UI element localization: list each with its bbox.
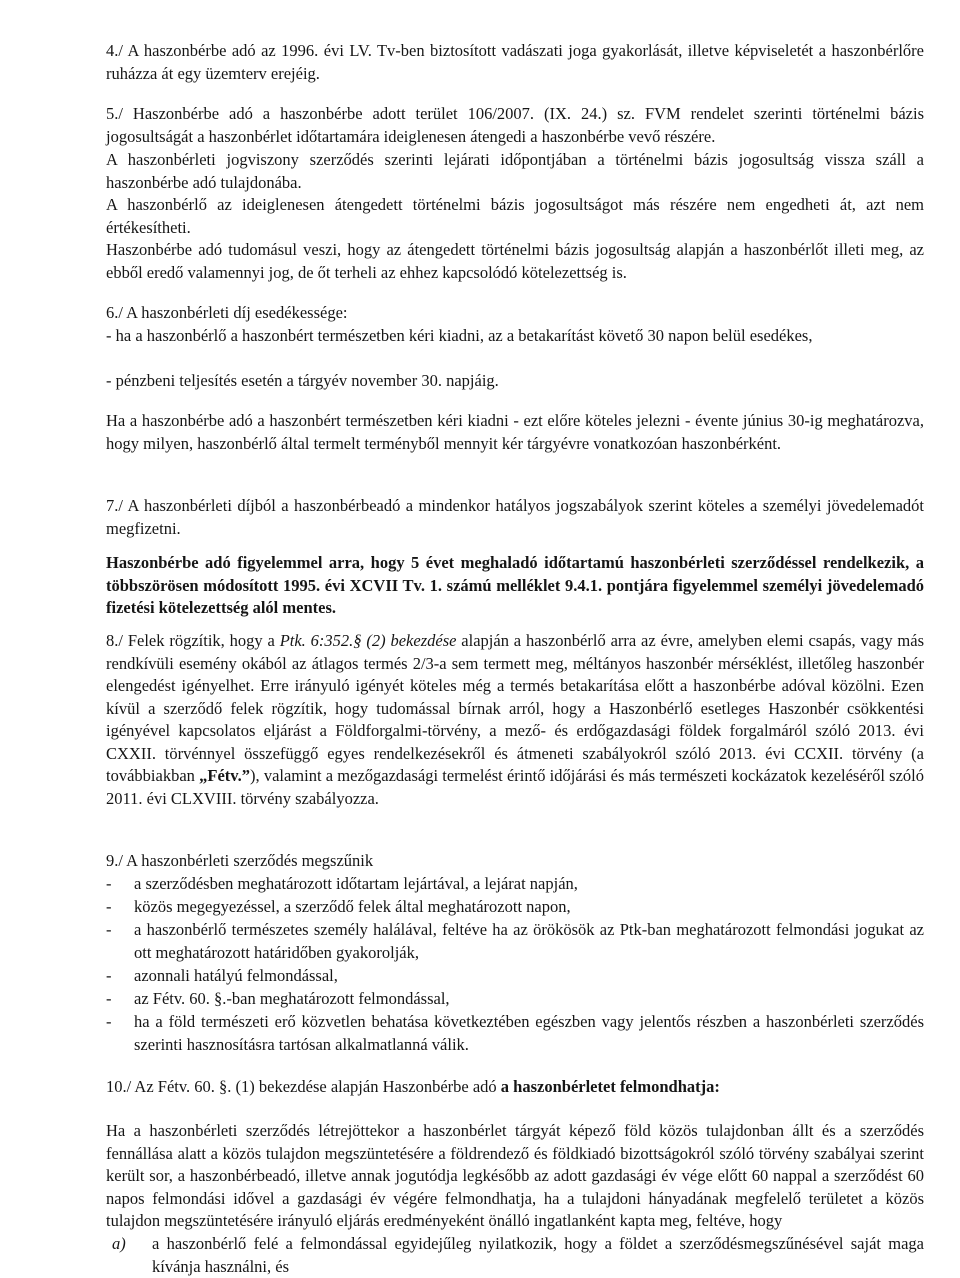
list-item-text: a haszonbérlő felé a felmondással egyidejűleg nyilatkozik, hogy a földet a szerződésmegszűnésével saját maga kívánja használni, és [152,1234,924,1276]
section-10-item-a [106,1233,924,1278]
section-6-heading: 6./ A haszonbérleti díj esedékessége: [106,303,348,322]
section-8-text-c: alapján a haszonbérlő arra az évre, amelyben elemi csapás, vagy más rendkívüli esemény okából az átlagos termés 2/3-a sem termett meg, méltányos haszonbér mérséklést, illetőleg haszonbér elengedést igényelhet. Erre irányuló igényét köteles még a termés betakarítása előtt a haszonbérbe adóval közölni. Ezen kívül a szerződő felek rögzítik, hogy tudomással bírnak arról, hogy a Haszonbérlő esetleges Haszonbér csökkentési igényével kapcsolatos eljárást a Földforgalmi-törvény, a mező- és erdőgazdasági földek forgalmáról szóló 2013. évi CXXII. törvénnyel összefüggő egyes rendelkezésekről és átmeneti szabályokról szóló 2013. évi CCXII. törvény (a továbbiakban [106,631,924,785]
section-6-item-1: - ha a haszonbérlő a haszonbért természetben kéri kiadni, az a betakarítást követő 30 napon belül esedékes, [106,326,813,345]
list-item-text: azonnali hatályú felmondással, [134,966,338,985]
list-marker: a) [112,1234,126,1253]
section-6-paragraph: Ha a haszonbérbe adó a haszonbért természetben kéri kiadni - ezt előre köteles jelezni - évente június 30-ig meghatározva, hogy milyen, haszonbérlő által termelt terményből mennyit kér tárgyévre vonatkozóan haszonbérként. [106,411,924,453]
section-9-item-1 [106,873,924,896]
section-8-ptk-reference: Ptk. 6:352.§ (2) bekezdése [279,631,457,650]
section-5-paragraph-1: 5./ Haszonbérbe adó a haszonbérbe adott terület 106/2007. (IX. 24.) sz. FVM rendelet szerinti történelmi bázis jogosultságát a haszonbérlet időtartamára ideiglenesen átengedi a haszonbérbe vevő részére. [106,104,924,146]
section-10-heading-text: 10./ Az Fétv. 60. §. (1) bekezdése alapján Haszonbérbe adó [106,1077,501,1096]
section-5-paragraph-2: A haszonbérleti jogviszony szerződés szerinti lejárati időpontjában a történelmi bázis jogosultság vissza száll a haszonbérbe adó tulajdonába. [106,150,924,192]
section-4: 4./ A haszonbérbe adó az 1996. évi LV. Tv-ben biztosított vadászati joga gyakorlását, illetve képviseletét a haszonbérlőre ruházza át egy üzemterv erejéig. [106,41,924,83]
section-9-item-2 [106,896,924,919]
list-dash: - [106,1012,112,1031]
section-7-paragraph: 7./ A haszonbérleti díjból a haszonbérbeadó a mindenkor hatályos jogszabályok szerint köteles a személyi jövedelemadót megfizetni. [106,496,924,538]
section-9-item-3 [106,919,924,964]
list-dash: - [106,897,112,916]
section-8-paragraph [106,630,924,810]
list-dash: - [106,989,112,1008]
list-item-text: ha a föld természeti erő közvetlen behatása következtében egészben vagy jelentős részben a haszonbérleti szerződés szerinti hasznosításra tartósan alkalmatlanná válik. [134,1012,924,1054]
section-8-fetv-term: „Fétv.” [199,766,250,785]
list-item-text: az Fétv. 60. §.-ban meghatározott felmondással, [134,989,450,1008]
section-10-heading-bold: a haszonbérletet felmondhatja: [500,1077,720,1096]
section-5-paragraph-4: Haszonbérbe adó tudomásul veszi, hogy az átengedett történelmi bázis jogosultság alapján a haszonbérlőt illeti meg, az ebből eredő valamennyi jog, de őt terheli az ehhez kapcsolódó kötelezettség is. [106,240,924,282]
section-10-heading [106,1076,924,1099]
section-9-item-6 [106,1011,924,1056]
section-9-item-5 [106,988,924,1011]
section-8-text-e: ), valamint a mezőgazdasági termelést érintő időjárási és más természeti kockázatok kezeléséről szóló 2011. évi CLXVIII. törvény szabályozza. [106,766,925,808]
list-item-text: a szerződésben meghatározott időtartam lejártával, a lejárat napján, [134,874,578,893]
section-10-paragraph: Ha a haszonbérleti szerződés létrejöttekor a haszonbérlet tárgyát képező föld közös tulajdonban állt és a szerződés fennállása alatt a közös tulajdon megszüntetésére a földrendező és földkiadó bizottságokról szóló törvény szabályai szerint került sor, a haszonbérbeadó, illetve annak jogutódja legkésőbb az adott gazdasági év vége előtt 60 nappal a szerződést 60 napos felmondási idővel a gazdasági év végére felmondhatja, ha a tulajdoni hányadának megfelelő területet a közös tulajdon megszüntetésére irányuló eljárás eredményeként önálló ingatlanként kapta meg, feltéve, hogy [106,1121,924,1230]
list-dash: - [106,966,112,985]
list-item-text: a haszonbérlő természetes személy halálával, feltéve ha az örökösök az Ptk-ban meghatározott felmondási jogukat az ott meghatározott határidőben gyakorolják, [134,920,924,962]
section-6-item-2: - pénzbeni teljesítés esetén a tárgyév november 30. napjáig. [106,371,499,390]
section-9-item-4 [106,965,924,988]
section-5-paragraph-3: A haszonbérlő az ideiglenesen átengedett történelmi bázis jogosultságot más részére nem engedheti át, azt nem értékesítheti. [106,195,924,237]
list-dash: - [106,920,112,939]
list-dash: - [106,874,112,893]
section-7-bold-note: Haszonbérbe adó figyelemmel arra, hogy 5 évet meghaladó időtartamú haszonbérleti szerződéssel rendelkezik, a többszörösen módosított 1995. évi XCVII Tv. 1. számú melléklet 9.4.1. pontjára figyelemmel személyi jövedelemadó fizetési kötelezettség alól mentes. [106,553,924,617]
list-item-text: közös megegyezéssel, a szerződő felek által meghatározott napon, [134,897,571,916]
section-8-text-a: 8./ Felek rögzítik, hogy a [106,631,280,650]
section-9-heading: 9./ A haszonbérleti szerződés megszűnik [106,851,374,870]
